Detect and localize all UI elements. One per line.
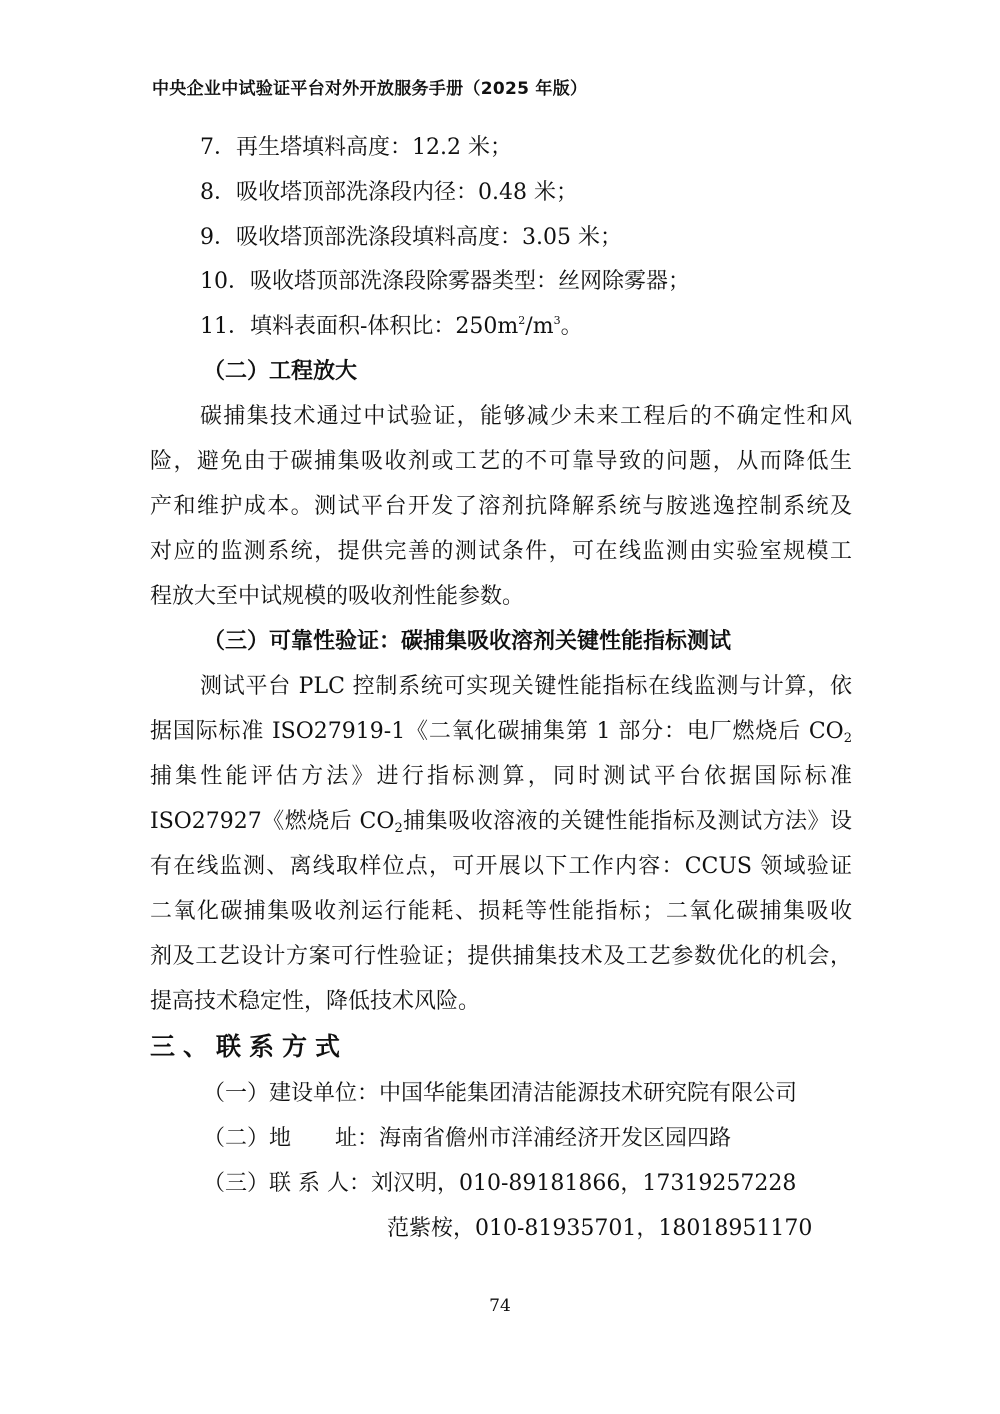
paragraph-line: 程放大至中试规模的吸收剂性能参数。 bbox=[150, 584, 525, 609]
paragraph-text: 据国际标准 ISO27919-1《二氧化碳捕集第 1 部分：电厂燃烧后 CO bbox=[150, 719, 844, 744]
contact-person-1: （三）联 系 人：刘汉明，010-89181866，17319257228 bbox=[203, 1171, 797, 1196]
paragraph-line: 剂及工艺设计方案可行性验证；提供捕集技术及工艺参数优化的机会， bbox=[150, 944, 852, 969]
section-heading-reliability-verification: （三）可靠性验证：碳捕集吸收溶剂关键性能指标测试 bbox=[203, 629, 732, 654]
paragraph-line: 二氧化碳捕集吸收剂运行能耗、损耗等性能指标；二氧化碳捕集吸收 bbox=[150, 899, 852, 924]
param-11-suffix: 。 bbox=[560, 314, 583, 339]
subscript: 2 bbox=[394, 821, 403, 836]
paragraph-line: 有在线监测、离线取样位点，可开展以下工作内容：CCUS 领域验证 bbox=[150, 854, 852, 879]
contact-unit: （一）建设单位：中国华能集团清洁能源技术研究院有限公司 bbox=[203, 1081, 798, 1106]
param-item-11 bbox=[200, 313, 902, 341]
superscript: 2 bbox=[518, 314, 526, 327]
contact-heading: 三、联系方式 bbox=[150, 1032, 349, 1061]
superscript: 3 bbox=[553, 314, 561, 327]
param-item: 10．吸收塔顶部洗涤段除雾器类型：丝网除雾器； bbox=[200, 269, 690, 294]
paragraph-line bbox=[150, 808, 852, 836]
section-heading-engineering-scale-up: （二）工程放大 bbox=[203, 359, 358, 384]
param-item: 7．再生塔填料高度：12.2 米； bbox=[200, 135, 512, 160]
paragraph-line: 捕集性能评估方法》进行指标测算，同时测试平台依据国际标准 bbox=[150, 764, 852, 789]
paragraph-line: 提高技术稳定性，降低技术风险。 bbox=[150, 989, 481, 1014]
paragraph-line: 对应的监测系统，提供完善的测试条件，可在线监测由实验室规模工 bbox=[150, 539, 852, 564]
param-11-prefix: 11．填料表面积-体积比：250m bbox=[200, 314, 519, 339]
subscript: 2 bbox=[843, 731, 852, 746]
paragraph-line bbox=[150, 718, 852, 746]
paragraph-text: 捕集吸收溶液的关键性能指标及测试方法》设 bbox=[402, 809, 852, 834]
contact-person-2: 范紫桉，010-81935701，18018951170 bbox=[387, 1216, 813, 1241]
running-header: 中央企业中试验证平台对外开放服务手册（2025 年版） bbox=[152, 79, 588, 99]
paragraph-text: ISO27927《燃烧后 CO bbox=[150, 809, 395, 834]
param-11-mid: /m bbox=[525, 314, 554, 339]
paragraph-line: 测试平台 PLC 控制系统可实现关键性能指标在线监测与计算，依 bbox=[200, 674, 852, 699]
param-item: 8．吸收塔顶部洗涤段内径：0.48 米； bbox=[200, 180, 578, 205]
contact-address: （二）地 址：海南省儋州市洋浦经济开发区园四路 bbox=[203, 1126, 732, 1151]
param-item: 9．吸收塔顶部洗涤段填料高度：3.05 米； bbox=[200, 225, 622, 250]
paragraph-line: 产和维护成本。测试平台开发了溶剂抗降解系统与胺逃逸控制系统及 bbox=[150, 494, 852, 519]
paragraph-line: 险，避免由于碳捕集吸收剂或工艺的不可靠导致的问题，从而降低生 bbox=[150, 449, 852, 474]
page-number: 74 bbox=[489, 1296, 511, 1316]
paragraph-line: 碳捕集技术通过中试验证，能够减少未来工程后的不确定性和风 bbox=[200, 404, 852, 429]
